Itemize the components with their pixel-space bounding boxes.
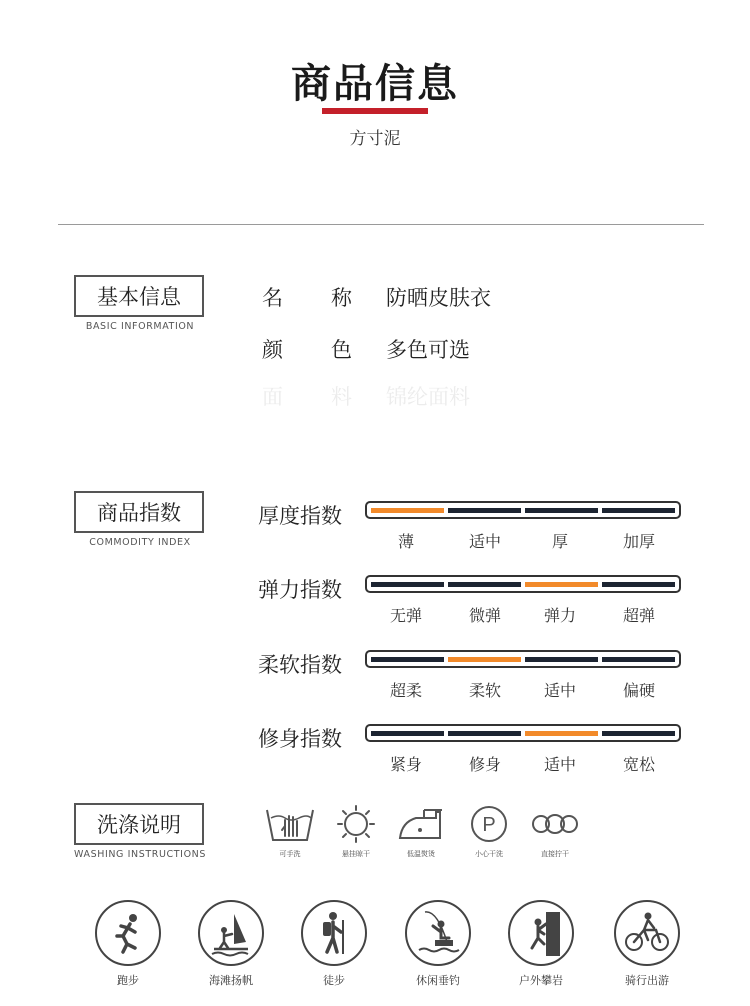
washing-heading: 洗涤说明 xyxy=(74,803,204,845)
fishing-icon xyxy=(405,900,471,966)
index-option-label: 厚 xyxy=(551,532,568,551)
index-option-label: 适中 xyxy=(543,681,576,700)
wash-caption: 小心干洗 xyxy=(475,850,503,858)
index-segment xyxy=(371,731,444,736)
index-scale-bar xyxy=(365,575,681,593)
basic-info-heading: 基本信息 xyxy=(74,275,204,317)
index-segment xyxy=(448,508,521,513)
index-segment xyxy=(602,657,675,662)
index-option-label: 加厚 xyxy=(622,532,655,551)
wash-caption: 直接拧干 xyxy=(541,850,569,858)
index-segment-selected xyxy=(525,731,598,736)
index-label: 柔软指数 xyxy=(258,653,342,677)
sun-dry-icon xyxy=(331,804,381,844)
windsurfing-icon xyxy=(198,900,264,966)
info-value-color: 多色可选 xyxy=(386,338,470,362)
title-underline xyxy=(322,108,428,114)
info-value-fabric: 锦纶面料 xyxy=(386,385,470,409)
index-option-label: 无弹 xyxy=(389,606,422,625)
index-segment xyxy=(448,582,521,587)
index-scale-bar xyxy=(365,501,681,519)
index-label: 弹力指数 xyxy=(258,578,342,602)
activity-caption: 跑步 xyxy=(117,974,139,987)
index-option-label: 适中 xyxy=(468,532,501,551)
info-key-char: 称 xyxy=(331,286,352,310)
index-segment-selected xyxy=(371,508,444,513)
index-segment-selected xyxy=(448,657,521,662)
index-option-label: 超弹 xyxy=(622,606,655,625)
info-key-char: 颜 xyxy=(262,338,283,362)
index-segment xyxy=(371,657,444,662)
index-segment-selected xyxy=(525,582,598,587)
tumble-dry-icon xyxy=(530,804,580,844)
activity-caption: 骑行出游 xyxy=(625,974,669,987)
info-key-char: 面 xyxy=(262,385,283,409)
wash-caption: 可手洗 xyxy=(279,850,301,858)
info-key-char: 料 xyxy=(331,385,352,409)
info-key-char: 色 xyxy=(331,338,352,362)
index-segment xyxy=(525,508,598,513)
activity-caption: 海滩扬帆 xyxy=(209,974,253,987)
index-label: 修身指数 xyxy=(258,727,342,751)
page-title: 商品信息 xyxy=(291,61,459,107)
index-option-label: 宽松 xyxy=(622,755,655,774)
index-segment xyxy=(525,657,598,662)
index-option-label: 修身 xyxy=(468,755,501,774)
index-option-label: 超柔 xyxy=(389,681,422,700)
commodity-index-subheading: COMMODITY INDEX xyxy=(89,537,191,548)
index-option-label: 弹力 xyxy=(543,606,576,625)
index-option-label: 柔软 xyxy=(468,681,501,700)
cycling-icon xyxy=(614,900,680,966)
wash-caption: 低温熨烫 xyxy=(407,850,435,858)
brand-name: 方寸泥 xyxy=(349,129,401,149)
index-option-label: 微弹 xyxy=(468,606,501,625)
svg-text:P: P xyxy=(482,814,496,836)
iron-icon xyxy=(396,804,446,844)
index-segment xyxy=(448,731,521,736)
index-option-label: 适中 xyxy=(543,755,576,774)
index-option-label: 薄 xyxy=(397,532,414,551)
info-key-char: 名 xyxy=(262,286,283,310)
info-key-color xyxy=(262,334,352,364)
hand-wash-icon xyxy=(265,804,315,844)
index-segment xyxy=(602,731,675,736)
basic-info-subheading: BASIC INFORMATION xyxy=(85,321,195,332)
info-key-fabric xyxy=(262,381,352,411)
commodity-index-heading: 商品指数 xyxy=(74,491,204,533)
index-segment xyxy=(602,582,675,587)
index-segment xyxy=(371,582,444,587)
info-value-name: 防晒皮肤衣 xyxy=(386,286,491,310)
dry-clean-icon xyxy=(464,804,514,844)
index-option-label: 偏硬 xyxy=(622,681,655,700)
activity-caption: 徒步 xyxy=(323,974,345,987)
climbing-icon xyxy=(508,900,574,966)
running-icon xyxy=(95,900,161,966)
index-scale-bar xyxy=(365,724,681,742)
wash-caption: 悬挂晾干 xyxy=(342,850,370,858)
index-segment xyxy=(602,508,675,513)
index-label: 厚度指数 xyxy=(258,504,342,528)
index-scale-bar xyxy=(365,650,681,668)
index-option-label: 紧身 xyxy=(389,755,422,774)
info-key-name xyxy=(262,282,352,312)
washing-subheading: WASHING INSTRUCTIONS xyxy=(74,849,206,860)
hiking-icon xyxy=(301,900,367,966)
activity-caption: 户外攀岩 xyxy=(519,974,563,987)
section-divider xyxy=(58,224,704,225)
activity-caption: 休闲垂钓 xyxy=(416,974,460,987)
